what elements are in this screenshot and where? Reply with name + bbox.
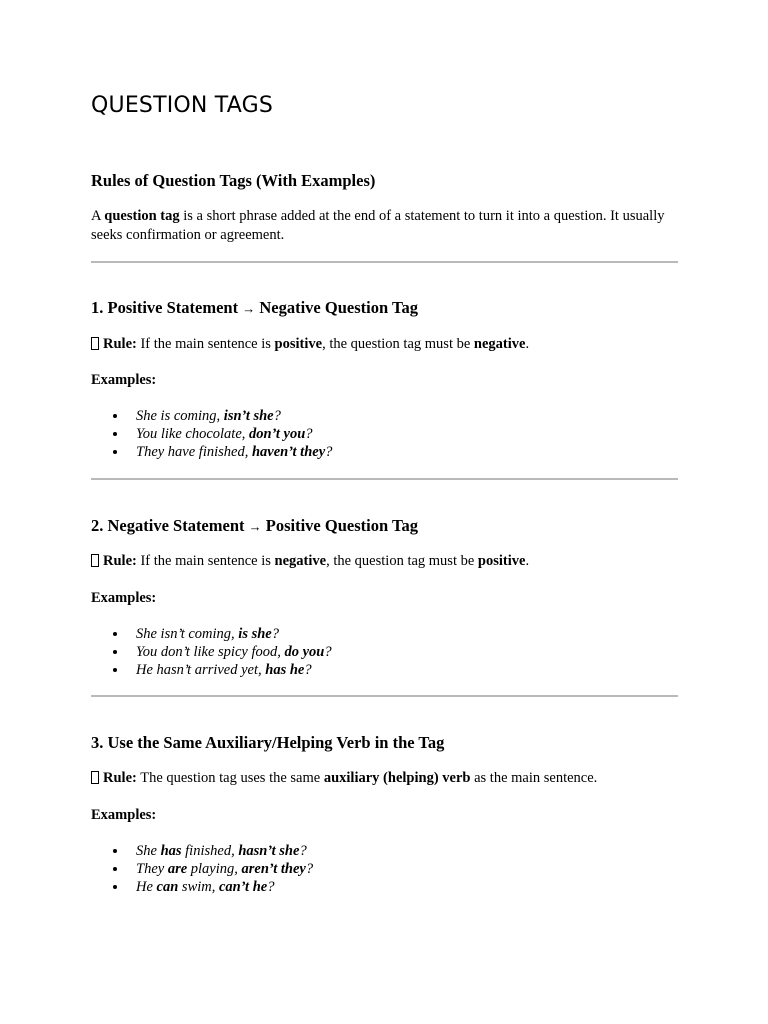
list-item: They have finished, haven’t they? xyxy=(136,444,333,460)
list-item: She isn’t coming, is she? xyxy=(136,625,332,643)
section-2-heading: 2. Negative Statement → Positive Question Tag xyxy=(91,516,418,535)
intro-term: question tag xyxy=(104,208,180,224)
section-3-examples xyxy=(91,842,313,896)
section-1-heading: 1. Positive Statement → Negative Question Tag xyxy=(91,298,418,317)
missing-glyph-icon xyxy=(91,771,99,784)
arrow-icon: → xyxy=(242,301,256,316)
section-2-examples-label: Examples: xyxy=(91,590,157,606)
list-item: He can swim, can’t he? xyxy=(136,878,313,896)
page-title: QUESTION TAGS xyxy=(91,93,273,118)
list-item: He hasn’t arrived yet, has he? xyxy=(136,661,332,679)
list-item: You don’t like spicy food, do you? xyxy=(136,644,332,660)
section-3-rule: Rule: The question tag uses the same auxiliary (helping) verb as the main sentence. xyxy=(91,769,597,788)
divider xyxy=(91,261,678,263)
divider xyxy=(91,478,678,480)
section-2-examples xyxy=(91,625,332,679)
intro-paragraph: A question tag is a short phrase added at the end of a statement to turn it into a question. It usually seeks confirmation or agreement. xyxy=(91,208,665,243)
section-3-heading: 3. Use the Same Auxiliary/Helping Verb in the Tag xyxy=(91,733,445,752)
section-1-examples xyxy=(91,407,332,461)
section-1-rule: Rule: If the main sentence is positive, the question tag must be negative. xyxy=(91,335,529,354)
section-3-examples-label: Examples: xyxy=(91,807,157,823)
list-item: You like chocolate, don’t you? xyxy=(136,425,332,443)
divider xyxy=(91,695,678,697)
list-item: She is coming, isn’t she? xyxy=(136,407,332,425)
section-2-rule: Rule: If the main sentence is negative, the question tag must be positive. xyxy=(91,552,529,571)
arrow-icon: → xyxy=(248,519,262,534)
list-item: They are playing, aren’t they? xyxy=(136,861,314,877)
missing-glyph-icon xyxy=(91,337,99,350)
section-1-examples-label: Examples: xyxy=(91,372,157,388)
subtitle: Rules of Question Tags (With Examples) xyxy=(91,171,376,190)
list-item: She has finished, hasn’t she? xyxy=(136,842,313,860)
missing-glyph-icon xyxy=(91,554,99,567)
